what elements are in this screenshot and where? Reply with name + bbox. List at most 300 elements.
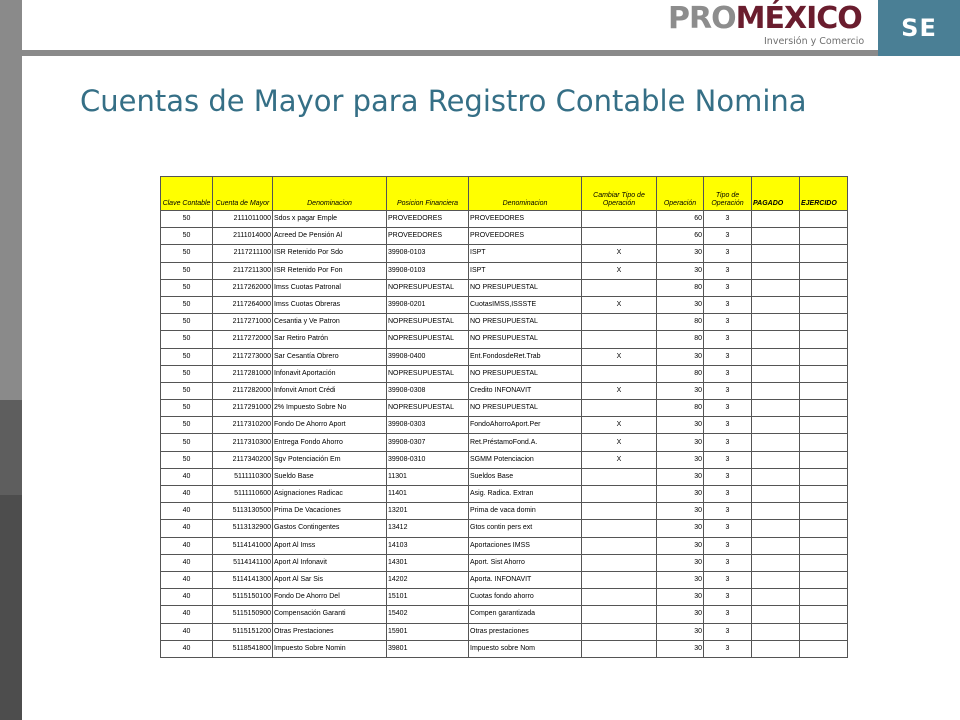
cell-cambiar: [582, 571, 657, 588]
cell-tipo: 3: [704, 571, 752, 588]
cell-cambiar: [582, 520, 657, 537]
cell-cambiar: [582, 503, 657, 520]
denominacion-2-header: Denominacion: [469, 177, 582, 211]
cell-pagado: [752, 606, 800, 623]
cell-denominacion-2: Sueldos Base: [469, 468, 582, 485]
cambiar-tipo-header: Cambiar Tipo de Operación: [582, 177, 657, 211]
cell-denominacion: Entrega Fondo Ahorro: [273, 434, 387, 451]
cell-cuenta: 5115151200: [213, 623, 273, 640]
cell-denominacion: ISR Retenido Por Sdo: [273, 245, 387, 262]
cell-pagado: [752, 296, 800, 313]
cell-pagado: [752, 331, 800, 348]
cell-operacion: 30: [657, 623, 704, 640]
cell-clave: 50: [161, 400, 213, 417]
cell-denominacion-2: Otras prestaciones: [469, 623, 582, 640]
table-row: [161, 382, 848, 399]
se-badge: SE: [878, 0, 960, 56]
header-divider: [22, 50, 878, 56]
cell-tipo: 3: [704, 279, 752, 296]
cell-ejercido: [800, 640, 848, 657]
cell-operacion: 80: [657, 279, 704, 296]
cell-pagado: [752, 400, 800, 417]
denominacion-header: Denominacion: [273, 177, 387, 211]
cell-cuenta: 5114141100: [213, 554, 273, 571]
cell-pagado: [752, 623, 800, 640]
cell-denominacion-2: Aportaciones IMSS: [469, 537, 582, 554]
cell-tipo: 3: [704, 382, 752, 399]
cell-posicion: 13201: [387, 503, 469, 520]
cell-tipo: 3: [704, 589, 752, 606]
table-row: [161, 503, 848, 520]
cell-denominacion-2: Gtos contin pers ext: [469, 520, 582, 537]
left-accent-bar: [0, 0, 22, 720]
cell-pagado: [752, 468, 800, 485]
cell-tipo: 3: [704, 520, 752, 537]
table-row: [161, 640, 848, 657]
cell-cambiar: X: [582, 348, 657, 365]
table-row: [161, 228, 848, 245]
cell-denominacion-2: Prima de vaca domin: [469, 503, 582, 520]
promexico-logo: [668, 1, 868, 50]
cell-denominacion: Sgv Potenciación Em: [273, 451, 387, 468]
cell-tipo: 3: [704, 537, 752, 554]
table-row: [161, 468, 848, 485]
cell-denominacion: Otras Prestaciones: [273, 623, 387, 640]
table-row: [161, 262, 848, 279]
cell-operacion: 30: [657, 554, 704, 571]
cell-tipo: 3: [704, 262, 752, 279]
cell-pagado: [752, 451, 800, 468]
cell-operacion: 30: [657, 606, 704, 623]
cell-denominacion-2: ISPT: [469, 262, 582, 279]
cell-ejercido: [800, 245, 848, 262]
cell-cuenta: 2117262000: [213, 279, 273, 296]
cell-denominacion-2: Cuotas fondo ahorro: [469, 589, 582, 606]
cell-clave: 50: [161, 279, 213, 296]
cell-ejercido: [800, 417, 848, 434]
cell-tipo: 3: [704, 211, 752, 228]
cell-clave: 50: [161, 365, 213, 382]
cell-pagado: [752, 382, 800, 399]
cell-denominacion: Infonavit Aportación: [273, 365, 387, 382]
cell-cuenta: 2117272000: [213, 331, 273, 348]
cell-pagado: [752, 640, 800, 657]
cell-pagado: [752, 571, 800, 588]
cell-cuenta: 5115150100: [213, 589, 273, 606]
cell-denominacion-2: FondoAhorroAport.Per: [469, 417, 582, 434]
cell-clave: 40: [161, 486, 213, 503]
cell-cuenta: 2117291000: [213, 400, 273, 417]
cell-operacion: 30: [657, 296, 704, 313]
cell-clave: 40: [161, 606, 213, 623]
cell-tipo: 3: [704, 348, 752, 365]
table-row: [161, 296, 848, 313]
cell-denominacion-2: Aporta. INFONAVIT: [469, 571, 582, 588]
cell-ejercido: [800, 623, 848, 640]
cell-cuenta: 2117281000: [213, 365, 273, 382]
table-row: [161, 537, 848, 554]
cell-clave: 40: [161, 503, 213, 520]
cell-operacion: 30: [657, 348, 704, 365]
cell-cuenta: 5115150900: [213, 606, 273, 623]
cell-cuenta: 5118541800: [213, 640, 273, 657]
cell-posicion: 39908-0307: [387, 434, 469, 451]
cell-ejercido: [800, 434, 848, 451]
cell-cuenta: 2117340200: [213, 451, 273, 468]
cell-posicion: 39908-0201: [387, 296, 469, 313]
cell-cambiar: [582, 279, 657, 296]
cell-ejercido: [800, 296, 848, 313]
cell-posicion: NOPRESUPUESTAL: [387, 314, 469, 331]
cell-cuenta: 5114141300: [213, 571, 273, 588]
cell-posicion: 11301: [387, 468, 469, 485]
cell-pagado: [752, 365, 800, 382]
cell-ejercido: [800, 589, 848, 606]
cell-cambiar: X: [582, 262, 657, 279]
logo-tagline: Inversión y Comercio: [764, 36, 865, 47]
cell-tipo: 3: [704, 640, 752, 657]
cell-cambiar: [582, 537, 657, 554]
cell-clave: 50: [161, 417, 213, 434]
left-accent-bar-mid: [0, 400, 22, 495]
cell-tipo: 3: [704, 606, 752, 623]
cell-operacion: 60: [657, 228, 704, 245]
cell-denominacion-2: Compen garantizada: [469, 606, 582, 623]
cell-cuenta: 5111110600: [213, 486, 273, 503]
cell-tipo: 3: [704, 296, 752, 313]
cell-cambiar: [582, 554, 657, 571]
posicion-financiera-header: Posicion Financiera: [387, 177, 469, 211]
pagado-header: PAGADO: [752, 177, 800, 211]
operacion-header: Operación: [657, 177, 704, 211]
cell-cambiar: [582, 623, 657, 640]
cell-clave: 50: [161, 228, 213, 245]
cell-pagado: [752, 348, 800, 365]
cell-posicion: 39908-0303: [387, 417, 469, 434]
cell-operacion: 30: [657, 262, 704, 279]
cell-ejercido: [800, 520, 848, 537]
cell-cuenta: 2111011000: [213, 211, 273, 228]
cell-operacion: 30: [657, 434, 704, 451]
cell-ejercido: [800, 400, 848, 417]
cell-cambiar: [582, 228, 657, 245]
cell-posicion: 39801: [387, 640, 469, 657]
cell-cambiar: [582, 331, 657, 348]
table-row: [161, 400, 848, 417]
cell-denominacion: Fondo De Ahorro Del: [273, 589, 387, 606]
cell-ejercido: [800, 314, 848, 331]
cell-tipo: 3: [704, 468, 752, 485]
cell-ejercido: [800, 606, 848, 623]
cell-pagado: [752, 486, 800, 503]
cell-ejercido: [800, 382, 848, 399]
cell-clave: 50: [161, 348, 213, 365]
cell-cuenta: 5114141000: [213, 537, 273, 554]
cell-denominacion-2: PROVEEDORES: [469, 211, 582, 228]
table-row: [161, 571, 848, 588]
cell-tipo: 3: [704, 365, 752, 382]
clave-contable-header: Clave Contable: [161, 177, 213, 211]
table-body: [161, 211, 848, 658]
cell-denominacion: 2% Impuesto Sobre No: [273, 400, 387, 417]
cell-clave: 40: [161, 571, 213, 588]
cell-denominacion: ISR Retenido Por Fon: [273, 262, 387, 279]
cell-denominacion: Imss Cuotas Obreras: [273, 296, 387, 313]
cell-posicion: 14103: [387, 537, 469, 554]
cell-denominacion: Aport Al Sar Sis: [273, 571, 387, 588]
cell-cuenta: 2117211300: [213, 262, 273, 279]
cell-cambiar: X: [582, 296, 657, 313]
cell-cuenta: 2117211100: [213, 245, 273, 262]
cell-tipo: 3: [704, 417, 752, 434]
cell-posicion: 14301: [387, 554, 469, 571]
cell-posicion: NOPRESUPUESTAL: [387, 400, 469, 417]
cell-tipo: 3: [704, 623, 752, 640]
tipo-operacion-header: Tipo de Operación: [704, 177, 752, 211]
table-row: [161, 486, 848, 503]
cell-pagado: [752, 245, 800, 262]
cell-denominacion: Impuesto Sobre Nomin: [273, 640, 387, 657]
table-row: [161, 348, 848, 365]
cell-posicion: NOPRESUPUESTAL: [387, 279, 469, 296]
logo-pro: PRO: [668, 1, 736, 36]
cell-posicion: NOPRESUPUESTAL: [387, 365, 469, 382]
cell-operacion: 30: [657, 417, 704, 434]
cell-clave: 40: [161, 468, 213, 485]
cell-denominacion: Fondo De Ahorro Aport: [273, 417, 387, 434]
cell-operacion: 30: [657, 451, 704, 468]
cell-denominacion-2: Impuesto sobre Nom: [469, 640, 582, 657]
cell-denominacion-2: PROVEEDORES: [469, 228, 582, 245]
table-row: [161, 365, 848, 382]
cell-denominacion-2: NO PRESUPUESTAL: [469, 400, 582, 417]
cell-operacion: 30: [657, 503, 704, 520]
cell-denominacion-2: Ent.FondosdeRet.Trab: [469, 348, 582, 365]
cell-cuenta: 2117310200: [213, 417, 273, 434]
cell-cuenta: 2117271000: [213, 314, 273, 331]
cell-pagado: [752, 314, 800, 331]
cell-pagado: [752, 417, 800, 434]
logo-mexico: MÉXICO: [735, 1, 862, 36]
cell-pagado: [752, 434, 800, 451]
cell-denominacion-2: SGMM Potenciacion: [469, 451, 582, 468]
cell-cambiar: [582, 486, 657, 503]
cell-denominacion-2: NO PRESUPUESTAL: [469, 314, 582, 331]
cell-cuenta: 5113130500: [213, 503, 273, 520]
cell-pagado: [752, 537, 800, 554]
table-row: [161, 331, 848, 348]
cell-operacion: 80: [657, 314, 704, 331]
cell-clave: 40: [161, 537, 213, 554]
cell-ejercido: [800, 279, 848, 296]
cell-cambiar: [582, 468, 657, 485]
cell-operacion: 30: [657, 468, 704, 485]
cell-posicion: PROVEEDORES: [387, 211, 469, 228]
cell-denominacion-2: CuotasIMSS,ISSSTE: [469, 296, 582, 313]
cell-cambiar: [582, 640, 657, 657]
cell-pagado: [752, 589, 800, 606]
cell-cuenta: 5111110300: [213, 468, 273, 485]
cell-cambiar: X: [582, 434, 657, 451]
table-row: [161, 417, 848, 434]
cell-cambiar: X: [582, 451, 657, 468]
cell-denominacion-2: ISPT: [469, 245, 582, 262]
cell-denominacion-2: NO PRESUPUESTAL: [469, 365, 582, 382]
cell-cambiar: [582, 400, 657, 417]
cuenta-mayor-header: Cuenta de Mayor: [213, 177, 273, 211]
cell-clave: 40: [161, 589, 213, 606]
cell-tipo: 3: [704, 434, 752, 451]
cell-posicion: 39908-0310: [387, 451, 469, 468]
cell-denominacion-2: NO PRESUPUESTAL: [469, 331, 582, 348]
cell-ejercido: [800, 262, 848, 279]
cell-cuenta: 2111014000: [213, 228, 273, 245]
cell-cambiar: [582, 606, 657, 623]
cell-operacion: 30: [657, 571, 704, 588]
cell-denominacion: Sdos x pagar Emple: [273, 211, 387, 228]
cell-operacion: 80: [657, 331, 704, 348]
table-header-row: [161, 177, 848, 211]
cell-clave: 50: [161, 211, 213, 228]
cell-denominacion: Aport Al Infonavit: [273, 554, 387, 571]
cell-operacion: 60: [657, 211, 704, 228]
cell-cambiar: X: [582, 245, 657, 262]
table-row: [161, 314, 848, 331]
cell-ejercido: [800, 537, 848, 554]
table-row: [161, 211, 848, 228]
cell-cuenta: 2117310300: [213, 434, 273, 451]
table-row: [161, 245, 848, 262]
cell-tipo: 3: [704, 451, 752, 468]
cell-clave: 50: [161, 245, 213, 262]
cell-ejercido: [800, 365, 848, 382]
cell-posicion: 39908-0103: [387, 262, 469, 279]
cell-cambiar: [582, 211, 657, 228]
cell-clave: 40: [161, 520, 213, 537]
cell-pagado: [752, 520, 800, 537]
table-row: [161, 554, 848, 571]
cell-tipo: 3: [704, 554, 752, 571]
cell-denominacion: Sar Cesantía Obrero: [273, 348, 387, 365]
cell-denominacion: Infonvit Amort Crédi: [273, 382, 387, 399]
cell-cambiar: [582, 314, 657, 331]
cell-denominacion: Acreed De Pensión Al: [273, 228, 387, 245]
cell-operacion: 30: [657, 245, 704, 262]
cell-ejercido: [800, 503, 848, 520]
cell-ejercido: [800, 554, 848, 571]
cell-ejercido: [800, 348, 848, 365]
cell-clave: 50: [161, 434, 213, 451]
cell-ejercido: [800, 211, 848, 228]
cell-pagado: [752, 279, 800, 296]
cell-denominacion-2: Aport. Sist Ahorro: [469, 554, 582, 571]
cell-operacion: 30: [657, 537, 704, 554]
cell-denominacion: Imss Cuotas Patronal: [273, 279, 387, 296]
table-row: [161, 589, 848, 606]
cell-denominacion: Asignaciones Radicac: [273, 486, 387, 503]
cell-cambiar: X: [582, 417, 657, 434]
cell-cuenta: 2117282000: [213, 382, 273, 399]
cell-pagado: [752, 211, 800, 228]
cell-posicion: 11401: [387, 486, 469, 503]
cell-pagado: [752, 262, 800, 279]
table-row: [161, 451, 848, 468]
cell-denominacion: Sar Retiro Patrón: [273, 331, 387, 348]
cell-posicion: 39908-0400: [387, 348, 469, 365]
cell-denominacion: Compensación Garanti: [273, 606, 387, 623]
table-row: [161, 606, 848, 623]
cell-operacion: 80: [657, 365, 704, 382]
cell-cuenta: 5113132900: [213, 520, 273, 537]
cell-denominacion: Gastos Contingentes: [273, 520, 387, 537]
page-title: Cuentas de Mayor para Registro Contable Nomina: [80, 84, 807, 118]
cell-tipo: 3: [704, 245, 752, 262]
cell-denominacion-2: Credito INFONAVIT: [469, 382, 582, 399]
table-row: [161, 434, 848, 451]
ejercido-header: EJERCIDO: [800, 177, 848, 211]
cell-posicion: 15402: [387, 606, 469, 623]
cell-ejercido: [800, 451, 848, 468]
cell-denominacion: Sueldo Base: [273, 468, 387, 485]
cell-posicion: NOPRESUPUESTAL: [387, 331, 469, 348]
cell-clave: 40: [161, 554, 213, 571]
table-row: [161, 279, 848, 296]
cell-denominacion: Prima De Vacaciones: [273, 503, 387, 520]
cell-ejercido: [800, 571, 848, 588]
cell-clave: 40: [161, 640, 213, 657]
cell-pagado: [752, 228, 800, 245]
cell-clave: 50: [161, 314, 213, 331]
table-row: [161, 623, 848, 640]
cell-tipo: 3: [704, 400, 752, 417]
cell-tipo: 3: [704, 331, 752, 348]
cell-pagado: [752, 554, 800, 571]
cell-ejercido: [800, 468, 848, 485]
cell-tipo: 3: [704, 503, 752, 520]
cell-posicion: 15101: [387, 589, 469, 606]
cell-clave: 50: [161, 296, 213, 313]
cell-ejercido: [800, 486, 848, 503]
cell-operacion: 80: [657, 400, 704, 417]
cell-cuenta: 2117264000: [213, 296, 273, 313]
cell-clave: 50: [161, 451, 213, 468]
cell-posicion: 39908-0103: [387, 245, 469, 262]
cell-operacion: 30: [657, 520, 704, 537]
cell-clave: 50: [161, 331, 213, 348]
cell-posicion: 15901: [387, 623, 469, 640]
cell-operacion: 30: [657, 589, 704, 606]
cell-operacion: 30: [657, 640, 704, 657]
cell-posicion: 39908-0308: [387, 382, 469, 399]
cell-operacion: 30: [657, 382, 704, 399]
cell-denominacion-2: Ret.PréstamoFond.A.: [469, 434, 582, 451]
cell-ejercido: [800, 331, 848, 348]
cell-tipo: 3: [704, 314, 752, 331]
cell-cambiar: [582, 365, 657, 382]
cell-cambiar: [582, 589, 657, 606]
cell-denominacion-2: Asig. Radica. Extran: [469, 486, 582, 503]
cell-ejercido: [800, 228, 848, 245]
table-row: [161, 520, 848, 537]
cell-posicion: PROVEEDORES: [387, 228, 469, 245]
cell-posicion: 13412: [387, 520, 469, 537]
cell-pagado: [752, 503, 800, 520]
cell-tipo: 3: [704, 228, 752, 245]
cell-tipo: 3: [704, 486, 752, 503]
cell-cuenta: 2117273000: [213, 348, 273, 365]
cell-clave: 50: [161, 382, 213, 399]
cell-denominacion-2: NO PRESUPUESTAL: [469, 279, 582, 296]
